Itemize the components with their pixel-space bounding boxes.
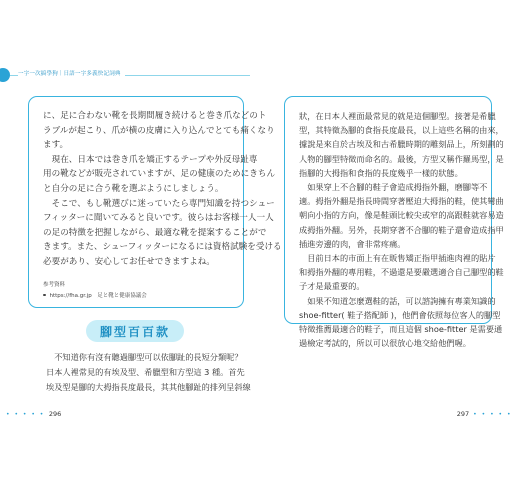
bullet-icon: [43, 294, 46, 297]
jp-line: と自分の足に合う靴を選ぶようにしましょう。: [43, 183, 224, 194]
cn-line: 過檢定考試的，所以可以很放心地交給他們喔。: [299, 338, 471, 349]
cn-line: 據說是來自於古埃及和古希臘時期的雕刻品上，所刻劃的: [299, 139, 504, 150]
cn-line: 子才是最重要的。: [299, 281, 365, 292]
footer-dots: • • • • •: [473, 410, 512, 418]
section-heading-text: 腳型百百款: [99, 325, 170, 339]
header-dot-icon: [0, 68, 10, 82]
chinese-text-box: [284, 96, 504, 349]
cn-line: 目前日本的市面上有在販售矯正指甲插進肉裡的貼片: [299, 253, 496, 264]
jp-line: 現在、日本では巻き爪を矯正するテープや外反母趾専: [43, 154, 258, 165]
reference-link[interactable]: https://fha.gr.jp 足と靴と健康協議会: [49, 292, 147, 299]
cn-line: 特徵推薦最適合的鞋子，而且這個 shoe-fitter 是需要通: [299, 324, 503, 335]
footer-dots: • • • • •: [6, 410, 45, 418]
japanese-text-box: [28, 96, 282, 308]
chapter-header: [0, 68, 250, 82]
cn-line: 插進旁邊的肉，會非常疼痛。: [299, 238, 406, 249]
cn-line: 日本人裡常見的有埃及型、希臘型和方型這 3 種。首先: [46, 367, 245, 377]
jp-line: 用の靴などが販売されていますが、足の健康のためにきちん: [43, 169, 276, 180]
chinese-paragraph-left: [46, 350, 251, 395]
cn-line: 人物的腳型特徵而命名的。最後，方型又稱作羅馬型，是: [299, 153, 504, 164]
reference-item: [43, 291, 229, 299]
page-number-left: 296: [48, 410, 62, 418]
cn-line: 埃及型是腳的大拇指長度最長，其其他腳趾的排列呈斜線: [46, 382, 251, 392]
section-heading: [60, 320, 210, 342]
reference-title: 参考資料: [43, 281, 66, 288]
page-number-right: 297: [456, 410, 470, 418]
cn-line: 和拇指外翻的專用鞋，不過還是要嚴選適合自己腳型的鞋: [299, 267, 504, 278]
cn-line: 適。拇指外翻是指長時間穿著壓迫大拇指的鞋，使其彎曲: [299, 196, 504, 207]
jp-line: ラブルが起こり、爪が横の皮膚に入り込んでとても痛くなり: [43, 125, 275, 136]
cn-line: 朝向小指的方向，像是鞋頭比較尖或窄的高跟鞋就容易造: [299, 210, 504, 221]
footer-right: [457, 410, 512, 418]
footer-left: [6, 410, 61, 418]
cn-line: 型，其特徵為腳的食指長度最長，以上這些名稱的由來，: [299, 125, 504, 136]
cn-line: shoe-fitter( 鞋子搭配師 )，他們會依照每位客人的腳型: [299, 309, 501, 320]
jp-line: そこで、もし靴選びに迷っていたら専門知識を持つシュー: [43, 198, 275, 209]
cn-line: 如果穿上不合腳的鞋子會造成拇指外翻，磨腳等不: [299, 182, 488, 193]
jp-line: に、足に合わない靴を長期間履き続けると巻き爪などのト: [43, 111, 267, 121]
jp-line: 必要があり、安心してお任せできますよね。: [43, 256, 215, 267]
header-title: 一字一次搞學狗｜日語一字多義快記詞典: [18, 69, 125, 77]
jp-line: ます。: [43, 140, 69, 151]
cn-line: 不知道你有沒有聽過腳型可以依腳趾的長短分類呢？: [46, 352, 243, 362]
cn-line: 成拇指外翻。另外，長期穿著不合腳的鞋子還會造成指甲: [299, 224, 504, 235]
jp-line: フィッターに聞いてみると良いです。彼らはお客様一人一人: [43, 213, 274, 224]
jp-line: の足の特徴を把握しながら、最適な靴を提案することがで: [43, 227, 267, 238]
cn-line: 如果不知道怎麼選鞋的話，可以諮詢擁有專業知識的: [299, 295, 496, 306]
cn-line: 狀，在日本人裡面最常見的就是這個腳型。接著是希臘: [299, 111, 496, 121]
cn-line: 指腳的大拇指和食指的長度幾乎一樣的狀態。: [299, 167, 463, 178]
jp-line: きます。また、シューフィッターになるには資格試験を受ける: [43, 242, 282, 253]
